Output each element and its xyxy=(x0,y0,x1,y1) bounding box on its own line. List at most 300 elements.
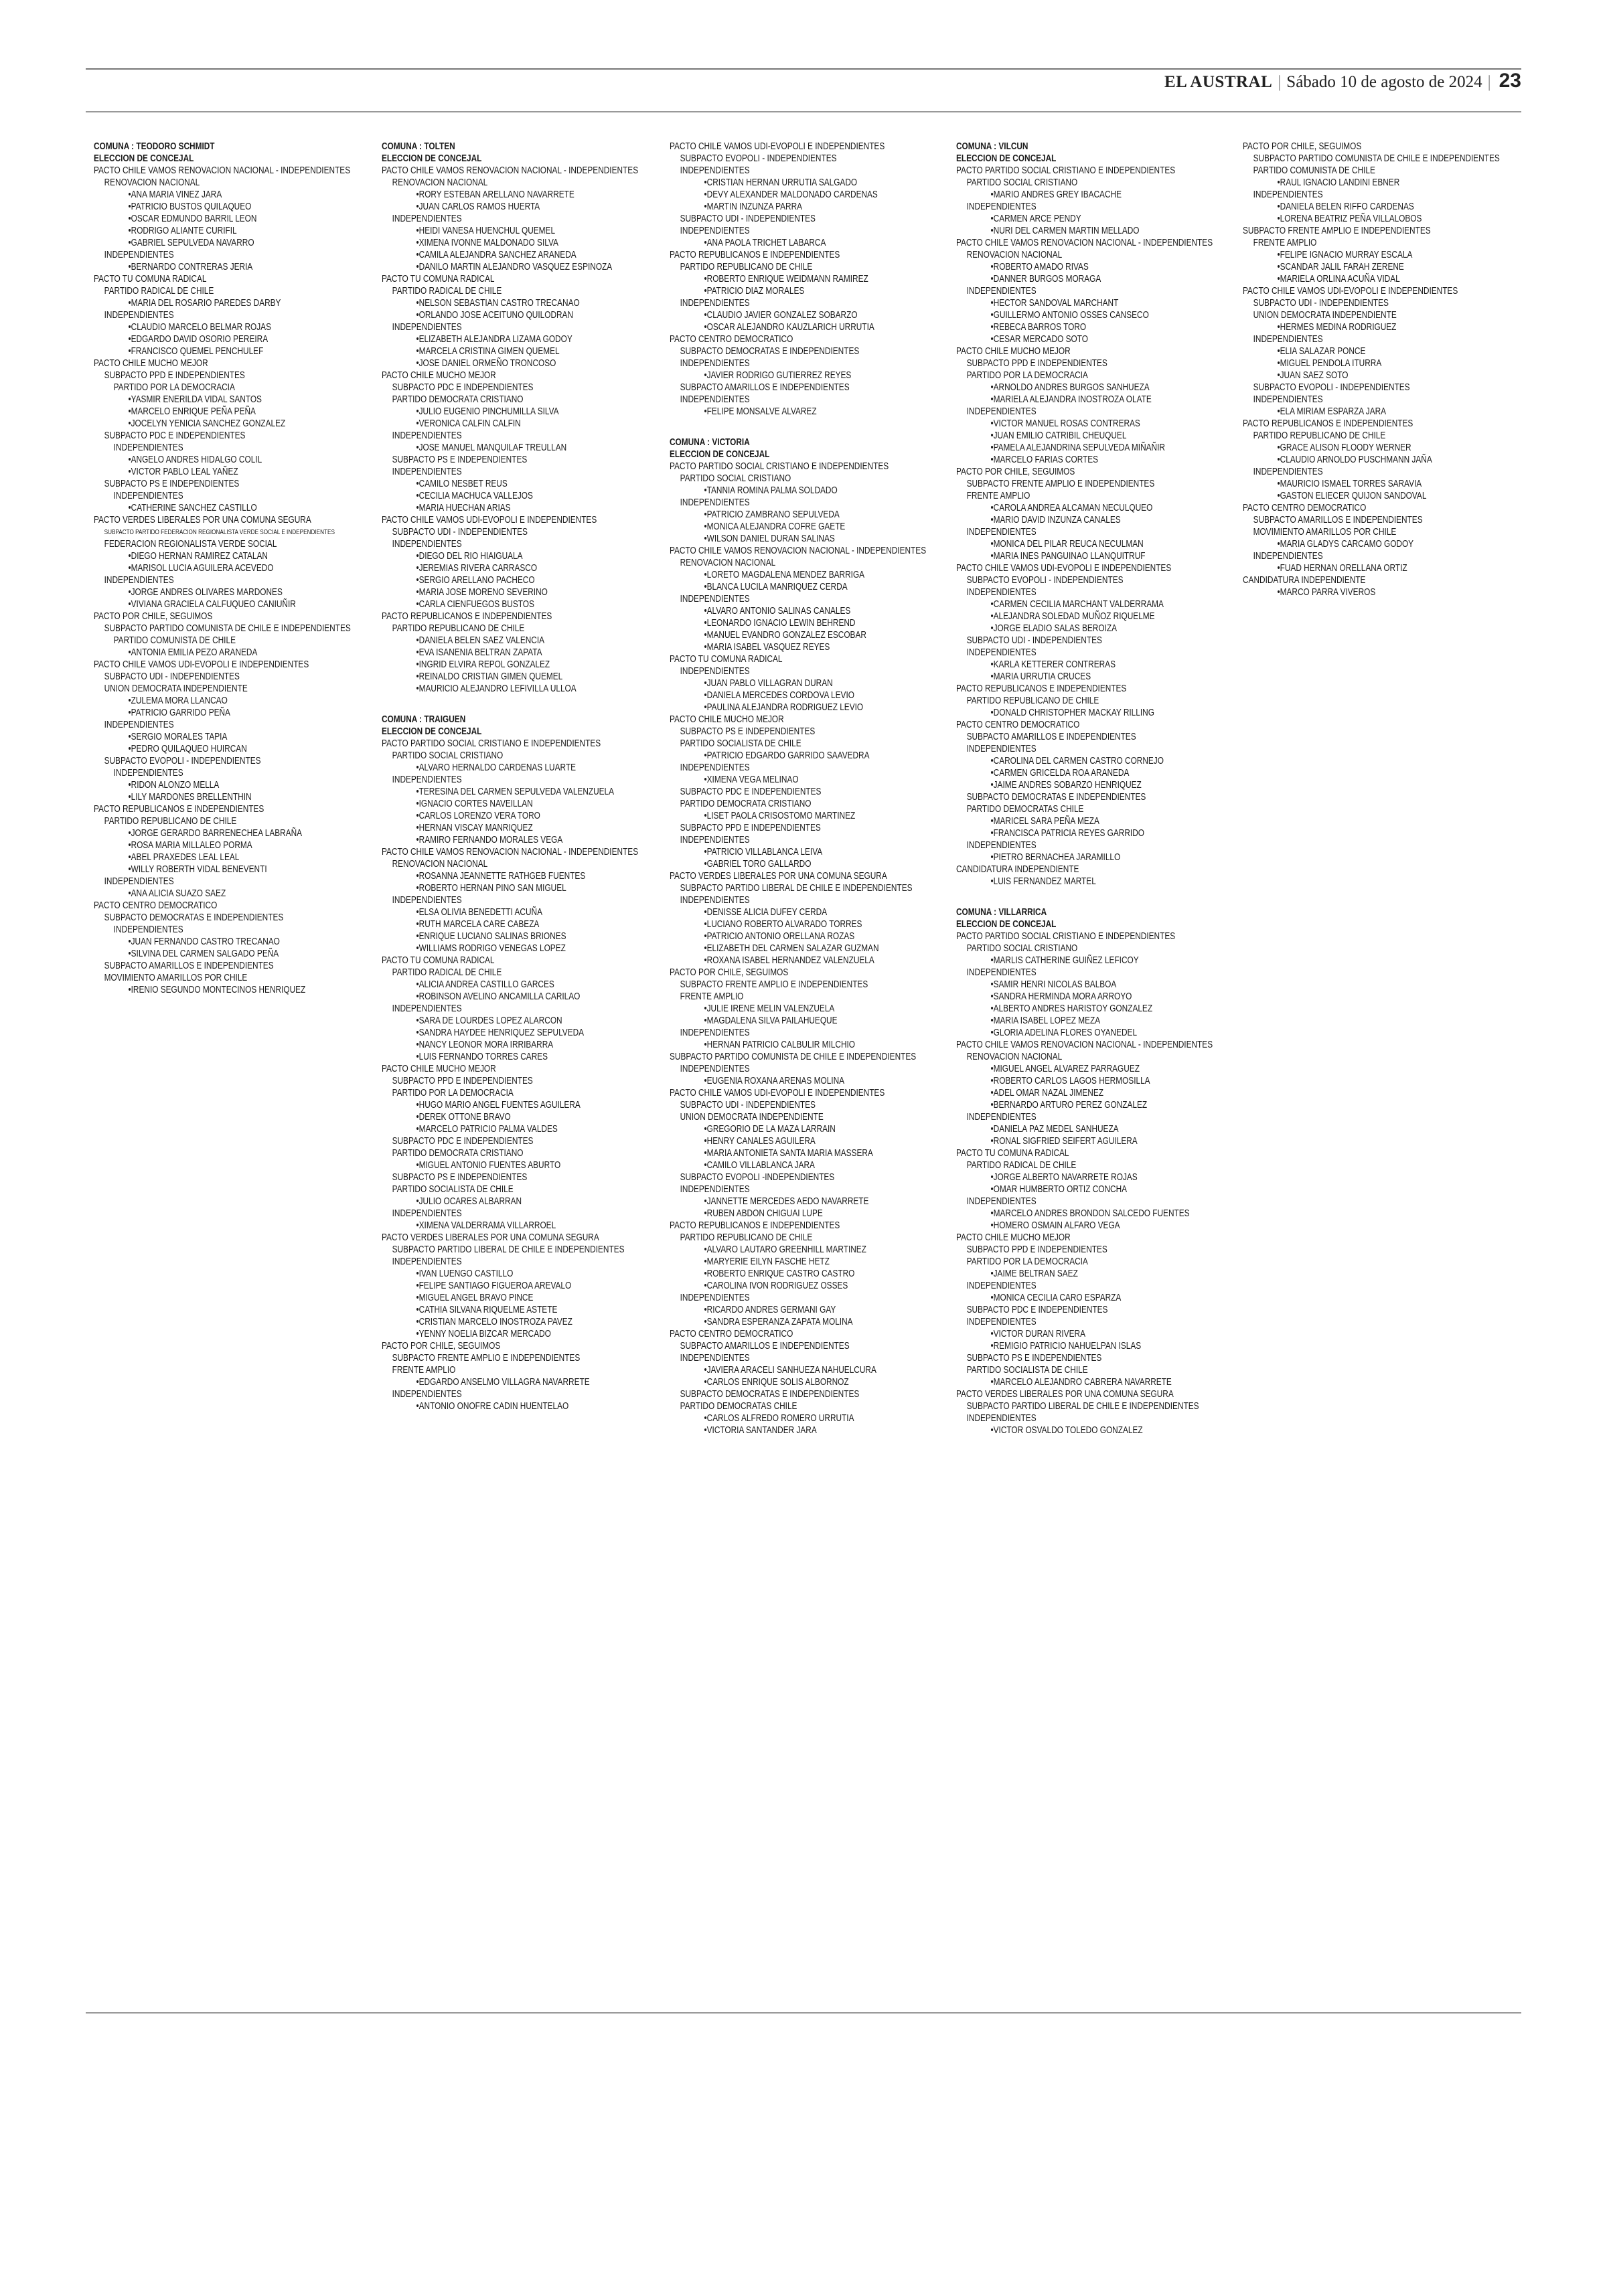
comuna-block xyxy=(670,436,927,1437)
comuna-block xyxy=(382,141,639,695)
candidate-name: • FUAD HERNAN ORELLANA ORTIZ xyxy=(1243,562,1452,574)
candidate-name: • LORENA BEATRIZ PEÑA VILLALOBOS xyxy=(1243,213,1452,225)
candidate-name: • DEVY ALEXANDER MALDONADO CARDENAS xyxy=(670,189,878,201)
party-heading: SUBPACTO AMARILLOS E INDEPENDIENTES xyxy=(966,731,1136,742)
candidate-name: • MARTIN INZUNZA PARRA xyxy=(670,201,878,213)
pacto-heading: PACTO REPUBLICANOS E INDEPENDIENTES xyxy=(1243,418,1413,429)
party-heading: INDEPENDIENTES xyxy=(1253,550,1323,562)
party-heading: INDEPENDIENTES xyxy=(104,309,174,321)
candidate-name: • PATRICIO ZAMBRANO SEPULVEDA xyxy=(670,509,878,521)
candidate-name: • HUGO MARIO ANGEL FUENTES AGUILERA xyxy=(382,1099,591,1111)
party-heading: INDEPENDIENTES xyxy=(113,490,183,501)
candidate-name: • ROBERTO AMADO RIVAS xyxy=(956,261,1165,273)
candidate-name: • DANNER BURGOS MORAGA xyxy=(956,273,1165,285)
column-4 xyxy=(956,141,1213,1455)
candidate-name: • ROSANNA JEANNETTE RATHGEB FUENTES xyxy=(382,870,591,882)
candidate-name: • NURI DEL CARMEN MARTIN MELLADO xyxy=(956,225,1165,237)
party-heading: SUBPACTO PDC E INDEPENDIENTES xyxy=(392,382,534,393)
party-heading: INDEPENDIENTES xyxy=(966,1412,1037,1424)
pacto-heading: PACTO REPUBLICANOS E INDEPENDIENTES xyxy=(670,249,840,260)
party-heading: INDEPENDIENTES xyxy=(966,526,1037,538)
party-heading: INDEPENDIENTES xyxy=(104,719,174,730)
candidate-name: • JAIME BELTRAN SAEZ xyxy=(956,1268,1165,1280)
party-heading: SUBPACTO PARTIDO LIBERAL DE CHILE E INDEPENDIENTES xyxy=(966,1400,1199,1412)
candidate-name: • RUBEN ABDON CHIGUAI LUPE xyxy=(670,1208,878,1220)
candidate-name: • EDGARDO DAVID OSORIO PEREIRA xyxy=(94,333,303,345)
candidate-name: • RAMIRO FERNANDO MORALES VEGA xyxy=(382,834,591,846)
pacto-heading: PACTO CENTRO DEMOCRATICO xyxy=(670,1328,793,1339)
party-heading: INDEPENDIENTES xyxy=(680,1292,750,1303)
candidate-name: • MARCELO ANDRES BRONDON SALCEDO FUENTES xyxy=(956,1208,1165,1220)
party-heading: INDEPENDIENTES xyxy=(966,839,1037,851)
party-heading: FRENTE AMPLIO xyxy=(680,991,744,1002)
party-heading: PARTIDO SOCIAL CRISTIANO xyxy=(966,177,1078,188)
party-heading: SUBPACTO PPD E INDEPENDIENTES xyxy=(104,370,245,381)
candidate-name: • MAURICIO ALEJANDRO LEFIVILLA ULLOA xyxy=(382,683,591,695)
party-heading: SUBPACTO PARTIDO COMUNISTA DE CHILE E INDEPENDIENTES xyxy=(104,623,351,634)
candidate-name: • MARIA GLADYS CARCAMO GODOY xyxy=(1243,538,1452,550)
pacto-heading: PACTO POR CHILE, SEGUIMOS xyxy=(670,967,789,978)
candidate-name: • JOSE DANIEL ORMEÑO TRONCOSO xyxy=(382,357,591,370)
party-heading: SUBPACTO UDI - INDEPENDIENTES xyxy=(966,635,1102,646)
pacto-heading: PACTO REPUBLICANOS E INDEPENDIENTES xyxy=(670,1220,840,1231)
party-heading: PARTIDO POR LA DEMOCRACIA xyxy=(966,1256,1088,1267)
party-heading: INDEPENDIENTES xyxy=(392,430,462,441)
candidate-name: • ROSA MARIA MILLALEO PORMA xyxy=(94,839,303,851)
candidate-name: • GREGORIO DE LA MAZA LARRAIN xyxy=(670,1123,878,1135)
candidate-name: • SARA DE LOURDES LOPEZ ALARCON xyxy=(382,1015,591,1027)
party-heading: INDEPENDIENTES xyxy=(392,538,462,550)
column-2 xyxy=(382,141,639,1431)
party-heading: INDEPENDIENTES xyxy=(1253,394,1323,405)
candidate-name: • GUILLERMO ANTONIO OSSES CANSECO xyxy=(956,309,1165,321)
party-heading: MOVIMIENTO AMARILLOS POR CHILE xyxy=(1253,526,1397,538)
candidate-name: • GABRIEL SEPULVEDA NAVARRO xyxy=(94,237,303,249)
candidate-name: • ROBERTO ENRIQUE WEIDMANN RAMIREZ xyxy=(670,273,878,285)
candidate-name: • NELSON SEBASTIAN CASTRO TRECANAO xyxy=(382,297,591,309)
party-heading: PARTIDO SOCIAL CRISTIANO xyxy=(966,942,1078,954)
party-heading: SUBPACTO PARTIDO COMUNISTA DE CHILE E INDEPENDIENTES xyxy=(1253,153,1500,164)
pacto-heading: PACTO CHILE VAMOS UDI-EVOPOLI E INDEPENDIENTES xyxy=(670,141,885,152)
party-heading: INDEPENDIENTES xyxy=(1253,333,1323,345)
candidate-name: • XIMENA VEGA MELINAO xyxy=(670,774,878,786)
candidate-name: • MIGUEL ANGEL ALVAREZ PARRAGUEZ xyxy=(956,1063,1165,1075)
pacto-heading: PACTO TU COMUNA RADICAL xyxy=(670,653,783,665)
candidate-name: • CRISTIAN MARCELO INOSTROZA PAVEZ xyxy=(382,1316,591,1328)
party-heading: SUBPACTO PDC E INDEPENDIENTES xyxy=(966,1304,1108,1315)
pacto-heading: CANDIDATURA INDEPENDIENTE xyxy=(956,864,1079,875)
party-heading: SUBPACTO DEMOCRATAS E INDEPENDIENTES xyxy=(966,791,1146,803)
candidate-name: • HEIDI VANESA HUENCHUL QUEMEL xyxy=(382,225,591,237)
pacto-heading: PACTO CHILE VAMOS UDI-EVOPOLI E INDEPENDIENTES xyxy=(382,514,597,525)
party-heading: SUBPACTO PARTIDO LIBERAL DE CHILE E INDEPENDIENTES xyxy=(392,1244,625,1255)
pacto-heading: PACTO REPUBLICANOS E INDEPENDIENTES xyxy=(94,803,264,815)
party-heading: RENOVACION NACIONAL xyxy=(966,1051,1063,1062)
party-heading: PARTIDO SOCIAL CRISTIANO xyxy=(392,750,504,761)
candidate-name: • ZULEMA MORA LLANCAO xyxy=(94,695,303,707)
candidate-name: • CARMEN ARCE PENDY xyxy=(956,213,1165,225)
party-heading: INDEPENDIENTES xyxy=(966,1111,1037,1123)
candidate-name: • MAGDALENA SILVA PAILAHUEQUE xyxy=(670,1015,878,1027)
candidate-name: • ELIZABETH DEL CARMEN SALAZAR GUZMAN xyxy=(670,942,878,955)
candidate-name: • MARCELO ALEJANDRO CABRERA NAVARRETE xyxy=(956,1376,1165,1388)
party-heading: SUBPACTO FRENTE AMPLIO E INDEPENDIENTES xyxy=(680,979,868,990)
party-heading: INDEPENDIENTES xyxy=(966,967,1037,978)
candidate-name: • ADEL OMAR NAZAL JIMENEZ xyxy=(956,1087,1165,1099)
candidate-name: • CAMILO VILLABLANCA JARA xyxy=(670,1159,878,1171)
candidate-name: • MARIA URRUTIA CRUCES xyxy=(956,671,1165,683)
comuna-title: COMUNA : TEODORO SCHMIDT xyxy=(94,141,215,152)
candidate-name: • GLORIA ADELINA FLORES OYANEDEL xyxy=(956,1027,1165,1039)
candidate-name: • MARIO DAVID INZUNZA CANALES xyxy=(956,514,1165,526)
party-heading: SUBPACTO EVOPOLI -INDEPENDIENTES xyxy=(680,1171,835,1183)
election-title: ELECCION DE CONCEJAL xyxy=(670,448,770,460)
candidate-name: • PIETRO BERNACHEA JARAMILLO xyxy=(956,851,1165,864)
party-heading: SUBPACTO PDC E INDEPENDIENTES xyxy=(392,1135,534,1147)
candidate-name: • GABRIEL TORO GALLARDO xyxy=(670,858,878,870)
party-heading: INDEPENDIENTES xyxy=(680,394,750,405)
candidate-name: • LUCIANO ROBERTO ALVARADO TORRES xyxy=(670,918,878,930)
candidate-name: • MIGUEL ANGEL BRAVO PINCE xyxy=(382,1292,591,1304)
party-heading: PARTIDO RADICAL DE CHILE xyxy=(392,285,502,297)
candidate-name: • MARCELO PATRICIO PALMA VALDES xyxy=(382,1123,591,1135)
party-heading: SUBPACTO AMARILLOS E INDEPENDIENTES xyxy=(680,382,850,393)
candidate-name: • XIMENA VALDERRAMA VILLARROEL xyxy=(382,1220,591,1232)
party-heading: RENOVACION NACIONAL xyxy=(392,858,488,870)
candidate-name: • CARLOS ENRIQUE SOLIS ALBORNOZ xyxy=(670,1376,878,1388)
candidate-name: • MARIA INES PANGUINAO LLANQUITRUF xyxy=(956,550,1165,562)
column-3 xyxy=(670,141,927,1455)
candidate-name: • JORGE GERARDO BARRENECHEA LABRAÑA xyxy=(94,827,303,839)
candidate-name: • PEDRO QUILAQUEO HUIRCAN xyxy=(94,743,303,755)
header-separator: | xyxy=(1278,73,1282,91)
party-heading: PARTIDO DEMOCRATAS CHILE xyxy=(680,1400,797,1412)
comuna-title: COMUNA : TOLTEN xyxy=(382,141,455,152)
candidate-name: • LEONARDO IGNACIO LEWIN BEHREND xyxy=(670,617,878,629)
candidate-name: • DANIELA PAZ MEDEL SANHUEZA xyxy=(956,1123,1165,1135)
candidate-name: • MARISOL LUCIA AGUILERA ACEVEDO xyxy=(94,562,303,574)
candidate-name: • HECTOR SANDOVAL MARCHANT xyxy=(956,297,1165,309)
pacto-heading: PACTO TU COMUNA RADICAL xyxy=(382,273,495,284)
candidate-name: • ANTONIA EMILIA PEZO ARANEDA xyxy=(94,647,303,659)
party-heading: INDEPENDIENTES xyxy=(392,213,462,224)
party-heading: INDEPENDIENTES xyxy=(680,1063,750,1074)
party-heading: FRENTE AMPLIO xyxy=(392,1364,456,1376)
party-heading: INDEPENDIENTES xyxy=(966,406,1037,417)
party-heading: INDEPENDIENTES xyxy=(392,774,462,785)
party-heading: SUBPACTO AMARILLOS E INDEPENDIENTES xyxy=(104,960,274,971)
candidate-name: • CECILIA MACHUCA VALLEJOS xyxy=(382,490,591,502)
candidate-name: • TERESINA DEL CARMEN SEPULVEDA VALENZUELA xyxy=(382,786,591,798)
candidate-name: • ELIZABETH ALEJANDRA LIZAMA GODOY xyxy=(382,333,591,345)
column-1 xyxy=(94,141,351,1015)
party-heading: PARTIDO DEMOCRATA CRISTIANO xyxy=(392,394,524,405)
comuna-title: COMUNA : VICTORIA xyxy=(670,436,750,448)
candidate-name: • JUAN FERNANDO CASTRO TRECANAO xyxy=(94,936,303,948)
comuna-block xyxy=(956,141,1213,888)
header-separator: | xyxy=(1487,73,1491,91)
comuna-block xyxy=(956,906,1213,1437)
candidate-name: • TANNIA ROMINA PALMA SOLDADO xyxy=(670,485,878,497)
candidate-name: • VICTOR PABLO LEAL YAÑEZ xyxy=(94,466,303,478)
candidate-name: • ROXANA ISABEL HERNANDEZ VALENZUELA xyxy=(670,955,878,967)
party-heading: SUBPACTO UDI - INDEPENDIENTES xyxy=(680,213,816,224)
candidate-name: • JULIO EUGENIO PINCHUMILLA SILVA xyxy=(382,406,591,418)
pacto-heading: PACTO CENTRO DEMOCRATICO xyxy=(670,333,793,345)
pacto-heading: PACTO CHILE MUCHO MEJOR xyxy=(382,1063,496,1074)
candidate-name: • PATRICIO GARRIDO PEÑA xyxy=(94,707,303,719)
candidate-name: • VICTOR OSVALDO TOLEDO GONZALEZ xyxy=(956,1424,1165,1437)
column-5 xyxy=(1243,141,1500,617)
candidate-name: • CATHERINE SANCHEZ CASTILLO xyxy=(94,502,303,514)
candidate-name: • ROBERTO ENRIQUE CASTRO CASTRO xyxy=(670,1268,878,1280)
pacto-heading: PACTO CHILE VAMOS UDI-EVOPOLI E INDEPENDIENTES xyxy=(670,1087,885,1098)
candidate-name: • OSCAR EDMUNDO BARRIL LEON xyxy=(94,213,303,225)
candidate-name: • CLAUDIO ARNOLDO PUSCHMANN JAÑA xyxy=(1243,454,1452,466)
candidate-name: • LISET PAOLA CRISOSTOMO MARTINEZ xyxy=(670,810,878,822)
candidate-name: • RIDON ALONZO MELLA xyxy=(94,779,303,791)
candidate-name: • RICARDO ANDRES GERMANI GAY xyxy=(670,1304,878,1316)
candidate-name: • VICTOR MANUEL ROSAS CONTRERAS xyxy=(956,418,1165,430)
party-heading: INDEPENDIENTES xyxy=(680,1183,750,1195)
candidate-name: • CESAR MERCADO SOTO xyxy=(956,333,1165,345)
pacto-heading: PACTO PARTIDO SOCIAL CRISTIANO E INDEPENDIENTES xyxy=(670,461,889,472)
candidate-name: • MONICA DEL PILAR REUCA NECULMAN xyxy=(956,538,1165,550)
candidate-name: • JAVIER RODRIGO GUTIERREZ REYES xyxy=(670,370,878,382)
candidate-name: • MARICEL SARA PEÑA MEZA xyxy=(956,815,1165,827)
party-heading: PARTIDO SOCIALISTA DE CHILE xyxy=(680,738,801,749)
party-heading: PARTIDO POR LA DEMOCRACIA xyxy=(966,370,1088,381)
party-heading: INDEPENDIENTES xyxy=(680,297,750,309)
party-heading: SUBPACTO PS E INDEPENDIENTES xyxy=(104,478,240,489)
candidate-name: • CAROLA ANDREA ALCAMAN NECULQUEO xyxy=(956,502,1165,514)
candidate-name: • JORGE ANDRES OLIVARES MARDONES xyxy=(94,586,303,598)
comuna-title: COMUNA : TRAIGUEN xyxy=(382,714,466,725)
candidate-name: • RORY ESTEBAN ARELLANO NAVARRETE xyxy=(382,189,591,201)
party-heading: SUBPACTO DEMOCRATAS E INDEPENDIENTES xyxy=(680,1388,860,1400)
candidate-name: • IRENIO SEGUNDO MONTECINOS HENRIQUEZ xyxy=(94,984,303,996)
party-heading: INDEPENDIENTES xyxy=(104,249,174,260)
candidate-name: • PATRICIO DIAZ MORALES xyxy=(670,285,878,297)
candidate-name: • MARIA ANTONIETA SANTA MARIA MASSERA xyxy=(670,1147,878,1159)
candidate-name: • JORGE ELADIO SALAS BEROIZA xyxy=(956,623,1165,635)
candidate-name: • JULIE IRENE MELIN VALENZUELA xyxy=(670,1003,878,1015)
comuna-block xyxy=(670,141,885,418)
pacto-heading: PACTO POR CHILE, SEGUIMOS xyxy=(94,610,213,622)
pacto-heading: PACTO POR CHILE, SEGUIMOS xyxy=(956,466,1075,477)
party-heading: INDEPENDIENTES xyxy=(680,1027,750,1038)
candidate-name: • ANGELO ANDRES HIDALGO COLIL xyxy=(94,454,303,466)
candidate-name: • MARIELA ORLINA ACUÑA VIDAL xyxy=(1243,273,1452,285)
pacto-heading: PACTO PARTIDO SOCIAL CRISTIANO E INDEPENDIENTES xyxy=(956,930,1176,942)
candidate-name: • SANDRA HAYDEE HENRIQUEZ SEPULVEDA xyxy=(382,1027,591,1039)
party-heading: INDEPENDIENTES xyxy=(680,593,750,604)
candidate-name: • IVAN LUENGO CASTILLO xyxy=(382,1268,591,1280)
party-heading: SUBPACTO UDI - INDEPENDIENTES xyxy=(392,526,528,538)
candidate-name: • JULIO OCARES ALBARRAN xyxy=(382,1196,591,1208)
candidate-name: • ELIA SALAZAR PONCE xyxy=(1243,345,1452,357)
party-heading: INDEPENDIENTES xyxy=(392,1208,462,1219)
party-heading: INDEPENDIENTES xyxy=(392,466,462,477)
candidate-name: • FRANCISCO QUEMEL PENCHULEF xyxy=(94,345,303,357)
page-number: 23 xyxy=(1499,70,1521,92)
candidate-name: • VIVIANA GRACIELA CALFUQUEO CANIUÑIR xyxy=(94,598,303,610)
party-heading: INDEPENDIENTES xyxy=(966,743,1037,754)
candidate-name: • CAROLINA DEL CARMEN CASTRO CORNEJO xyxy=(956,755,1165,767)
candidate-name: • HERNAN VISCAY MANRIQUEZ xyxy=(382,822,591,834)
party-heading: RENOVACION NACIONAL xyxy=(966,249,1063,260)
pacto-heading: PACTO CHILE MUCHO MEJOR xyxy=(382,370,496,381)
candidate-name: • MARIA HUECHAN ARIAS xyxy=(382,502,591,514)
pacto-heading: PACTO TU COMUNA RADICAL xyxy=(94,273,207,284)
candidate-name: • CAROLINA IVON RODRIGUEZ OSSES xyxy=(670,1280,878,1292)
candidate-name: • FELIPE MONSALVE ALVAREZ xyxy=(670,406,878,418)
candidate-name: • ALVARO ANTONIO SALINAS CANALES xyxy=(670,605,878,617)
candidate-name: • ABEL PRAXEDES LEAL LEAL xyxy=(94,851,303,864)
candidate-name: • DIEGO DEL RIO HIAIGUALA xyxy=(382,550,591,562)
candidate-name: • MARCELO FARIAS CORTES xyxy=(956,454,1165,466)
candidate-name: • LUIS FERNANDEZ MARTEL xyxy=(956,876,1165,888)
pacto-heading: PACTO CHILE MUCHO MEJOR xyxy=(956,1232,1071,1243)
candidate-name: • MIGUEL PENDOLA ITURRA xyxy=(1243,357,1452,370)
pacto-heading: PACTO VERDES LIBERALES POR UNA COMUNA SEGURA xyxy=(94,514,311,525)
candidate-name: • WILLIAMS RODRIGO VENEGAS LOPEZ xyxy=(382,942,591,955)
candidate-name: • CLAUDIO MARCELO BELMAR ROJAS xyxy=(94,321,303,333)
candidate-name: • SERGIO MORALES TAPIA xyxy=(94,731,303,743)
pacto-heading: SUBPACTO PARTIDO COMUNISTA DE CHILE E INDEPENDIENTES xyxy=(670,1051,917,1062)
pacto-heading: PACTO PARTIDO SOCIAL CRISTIANO E INDEPENDIENTES xyxy=(956,165,1176,176)
party-heading: INDEPENDIENTES xyxy=(966,1196,1037,1207)
pacto-heading: PACTO CHILE MUCHO MEJOR xyxy=(94,357,208,369)
party-heading: INDEPENDIENTES xyxy=(680,665,750,677)
candidate-name: • GASTON ELIECER QUIJON SANDOVAL xyxy=(1243,490,1452,502)
candidate-name: • GRACE ALISON FLOODY WERNER xyxy=(1243,442,1452,454)
candidate-name: • ARNOLDO ANDRES BURGOS SANHUEZA xyxy=(956,382,1165,394)
candidate-name: • PATRICIO VILLABLANCA LEIVA xyxy=(670,846,878,858)
party-heading: SUBPACTO EVOPOLI - INDEPENDIENTES xyxy=(1253,382,1410,393)
candidate-name: • ALBERTO ANDRES HARISTOY GONZALEZ xyxy=(956,1003,1165,1015)
pacto-heading: PACTO CHILE VAMOS UDI-EVOPOLI E INDEPENDIENTES xyxy=(94,659,309,670)
pacto-heading: PACTO POR CHILE, SEGUIMOS xyxy=(382,1340,501,1351)
party-heading: INDEPENDIENTES xyxy=(104,574,174,586)
party-heading: PARTIDO REPUBLICANO DE CHILE xyxy=(392,623,525,634)
party-heading: SUBPACTO PDC E INDEPENDIENTES xyxy=(104,430,246,441)
party-heading: INDEPENDIENTES xyxy=(104,876,174,887)
candidate-name: • DANIELA BELEN SAEZ VALENCIA xyxy=(382,635,591,647)
party-heading: PARTIDO RADICAL DE CHILE xyxy=(392,967,502,978)
party-heading: PARTIDO COMUNISTA DE CHILE xyxy=(1253,165,1375,176)
candidate-name: • XIMENA IVONNE MALDONADO SILVA xyxy=(382,237,591,249)
candidate-name: • MARLIS CATHERINE GUIÑEZ LEFICOY xyxy=(956,955,1165,967)
party-heading: RENOVACION NACIONAL xyxy=(680,557,776,568)
candidate-name: • JAIME ANDRES SOBARZO HENRIQUEZ xyxy=(956,779,1165,791)
candidate-name: • DEREK OTTONE BRAVO xyxy=(382,1111,591,1123)
candidate-name: • MAURICIO ISMAEL TORRES SARAVIA xyxy=(1243,478,1452,490)
party-heading: SUBPACTO PPD E INDEPENDIENTES xyxy=(680,822,821,833)
pacto-heading: PACTO CHILE MUCHO MEJOR xyxy=(670,714,784,725)
party-heading: SUBPACTO PARTIDO FEDERACION REGIONALISTA VERDE SOCIAL E INDEPENDIENTES xyxy=(104,528,335,536)
party-heading: SUBPACTO PPD E INDEPENDIENTES xyxy=(966,1244,1107,1255)
candidate-name: • ANA ALICIA SUAZO SAEZ xyxy=(94,888,303,900)
party-heading: SUBPACTO UDI - INDEPENDIENTES xyxy=(104,671,240,682)
pacto-heading: PACTO CHILE MUCHO MEJOR xyxy=(956,345,1071,357)
candidate-name: • JOSE MANUEL MANQUILAF TREULLAN xyxy=(382,442,591,454)
pacto-heading: PACTO REPUBLICANOS E INDEPENDIENTES xyxy=(956,683,1127,694)
candidate-name: • CLAUDIO JAVIER GONZALEZ SOBARZO xyxy=(670,309,878,321)
party-heading: SUBPACTO EVOPOLI - INDEPENDIENTES xyxy=(966,574,1124,586)
pacto-heading: PACTO VERDES LIBERALES POR UNA COMUNA SEGURA xyxy=(956,1388,1174,1400)
candidate-name: • EUGENIA ROXANA ARENAS MOLINA xyxy=(670,1075,878,1087)
comuna-block xyxy=(382,714,639,1412)
candidate-name: • JUAN SAEZ SOTO xyxy=(1243,370,1452,382)
party-heading: SUBPACTO PPD E INDEPENDIENTES xyxy=(966,357,1107,369)
candidate-name: • IGNACIO CORTES NAVEILLAN xyxy=(382,798,591,810)
candidate-name: • SANDRA HERMINDA MORA ARROYO xyxy=(956,991,1165,1003)
header-rule xyxy=(86,111,1521,112)
candidate-name: • FELIPE IGNACIO MURRAY ESCALA xyxy=(1243,249,1452,261)
pacto-heading: PACTO CHILE VAMOS UDI-EVOPOLI E INDEPENDIENTES xyxy=(1243,285,1458,297)
candidate-name: • RODRIGO ALIANTE CURIFIL xyxy=(94,225,303,237)
candidate-name: • PAULINA ALEJANDRA RODRIGUEZ LEVIO xyxy=(670,702,878,714)
candidate-name: • CARMEN GRICELDA ROA ARANEDA xyxy=(956,767,1165,779)
candidate-name: • SERGIO ARELLANO PACHECO xyxy=(382,574,591,586)
candidate-name: • ROBINSON AVELINO ANCAMILLA CARILAO xyxy=(382,991,591,1003)
election-title: ELECCION DE CONCEJAL xyxy=(956,918,1057,930)
candidate-name: • LORETO MAGDALENA MENDEZ BARRIGA xyxy=(670,569,878,581)
pacto-heading: PACTO CHILE VAMOS RENOVACION NACIONAL - INDEPENDIENTES xyxy=(956,237,1213,248)
candidate-name: • PATRICIO ANTONIO ORELLANA ROZAS xyxy=(670,930,878,942)
party-heading: INDEPENDIENTES xyxy=(966,586,1037,598)
party-heading: INDEPENDIENTES xyxy=(680,165,750,176)
candidate-name: • JORGE ALBERTO NAVARRETE ROJAS xyxy=(956,1171,1165,1183)
issue-date: Sábado 10 de agosto de 2024 xyxy=(1286,73,1482,91)
party-heading: INDEPENDIENTES xyxy=(113,767,183,778)
party-heading: PARTIDO RADICAL DE CHILE xyxy=(966,1159,1077,1171)
party-heading: INDEPENDIENTES xyxy=(680,225,750,236)
party-heading: PARTIDO REPUBLICANO DE CHILE xyxy=(966,695,1099,706)
candidate-name: • PATRICIO EDGARDO GARRIDO SAAVEDRA xyxy=(670,750,878,762)
party-heading: SUBPACTO FRENTE AMPLIO E INDEPENDIENTES xyxy=(392,1352,581,1364)
pacto-heading: PACTO REPUBLICANOS E INDEPENDIENTES xyxy=(382,610,552,622)
election-title: ELECCION DE CONCEJAL xyxy=(382,726,482,737)
candidate-name: • DANILO MARTIN ALEJANDRO VASQUEZ ESPINOZA xyxy=(382,261,591,273)
party-heading: INDEPENDIENTES xyxy=(966,1280,1037,1291)
comuna-block xyxy=(94,141,351,996)
candidate-name: • LILY MARDONES BRELLENTHIN xyxy=(94,791,303,803)
party-heading: PARTIDO DEMOCRATAS CHILE xyxy=(966,803,1084,815)
candidate-name: • JUAN CARLOS RAMOS HUERTA xyxy=(382,201,591,213)
election-title: ELECCION DE CONCEJAL xyxy=(956,153,1057,164)
candidate-name: • JOCELYN YENICIA SANCHEZ GONZALEZ xyxy=(94,418,303,430)
party-heading: PARTIDO SOCIAL CRISTIANO xyxy=(680,473,791,484)
pacto-heading: PACTO CHILE VAMOS UDI-EVOPOLI E INDEPENDIENTES xyxy=(956,562,1172,574)
party-heading: SUBPACTO UDI - INDEPENDIENTES xyxy=(680,1099,816,1111)
candidate-name: • ANA PAOLA TRICHET LABARCA xyxy=(670,237,878,249)
party-heading: PARTIDO COMUNISTA DE CHILE xyxy=(113,635,236,646)
candidate-name: • ENRIQUE LUCIANO SALINAS BRIONES xyxy=(382,930,591,942)
candidate-name: • DANIELA MERCEDES CORDOVA LEVIO xyxy=(670,689,878,702)
candidate-name: • RONAL SIGFRIED SEIFERT AGUILERA xyxy=(956,1135,1165,1147)
party-heading: FRENTE AMPLIO xyxy=(1253,237,1317,248)
party-heading: SUBPACTO UDI - INDEPENDIENTES xyxy=(1253,297,1389,309)
party-heading: PARTIDO POR LA DEMOCRACIA xyxy=(113,382,235,393)
pacto-heading: PACTO CENTRO DEMOCRATICO xyxy=(1243,502,1367,513)
party-heading: INDEPENDIENTES xyxy=(680,834,750,845)
candidate-name: • DENISSE ALICIA DUFEY CERDA xyxy=(670,906,878,918)
candidate-name: • ORLANDO JOSE ACEITUNO QUILODRAN xyxy=(382,309,591,321)
candidate-name: • ALICIA ANDREA CASTILLO GARCES xyxy=(382,979,591,991)
candidate-name: • WILSON DANIEL DURAN SALINAS xyxy=(670,533,878,545)
